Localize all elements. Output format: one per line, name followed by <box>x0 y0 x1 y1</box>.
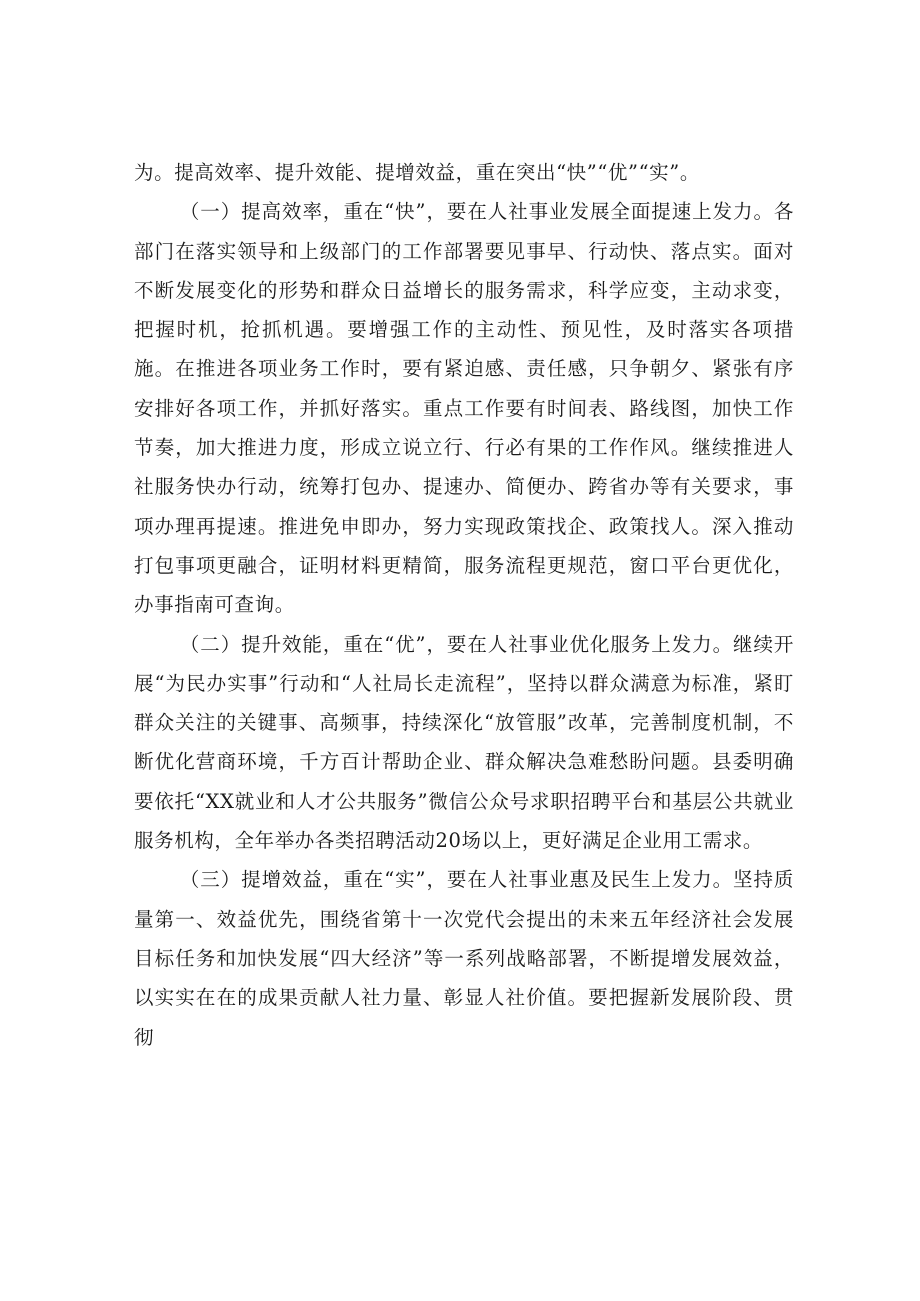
body-text <box>134 153 794 1057</box>
paragraph-effectiveness: （二）提升效能，重在“优”，要在人社事业优化服务上发力。继续开展“为民办实事”行动和“人社局长走流程”，坚持以群众满意为标准，紧盯群众关注的关键事、高频事，持续深化“放管服”改革，完善制度机制，不断优化营商环境，千方百计帮助企业、群众解决急难愁盼问题。县委明确要依托“XX就业和人才公共服务”微信公众号求职招聘平台和基层公共就业服务机构，全年举办各类招聘活动20场以上，更好满足企业用工需求。 <box>134 632 794 853</box>
paragraph-benefit: （三）提增效益，重在“实”，要在人社事业惠及民生上发力。坚持质量第一、效益优先，围绕省第十一次党代会提出的未来五年经济社会发展目标任务和加快发展“四大经济”等一系列战略部署，不断提增发展效益，以实实在在的成果贡献人社力量、彰显人社价值。要把握新发展阶段、贯彻 <box>134 868 794 1049</box>
paragraph-efficiency: （一）提高效率，重在“快”，要在人社事业发展全面提速上发力。各部门在落实领导和上级部门的工作部署要见事早、行动快、落点实。面对不断发展变化的形势和群众日益增长的服务需求，科学应变，主动求变，把握时机，抢抓机遇。要增强工作的主动性、预见性，及时落实各项措施。在推进各项业务工作时，要有紧迫感、责任感，只争朝夕、紧张有序安排好各项工作，并抓好落实。重点工作要有时间表、路线图，加快工作节奏，加大推进力度，形成立说立行、行必有果的工作作风。继续推进人社服务快办行动，统筹打包办、提速办、简便办、跨省办等有关要求，事项办理再提速。推进免申即办，努力实现政策找企、政策找人。深入推动打包事项更融合，证明材料更精简，服务流程更规范，窗口平台更优化，办事指南可查询。 <box>134 200 794 617</box>
paragraph-intro: 为。提高效率、提升效能、提增效益，重在突出“快”“优”“实”。 <box>134 161 700 184</box>
